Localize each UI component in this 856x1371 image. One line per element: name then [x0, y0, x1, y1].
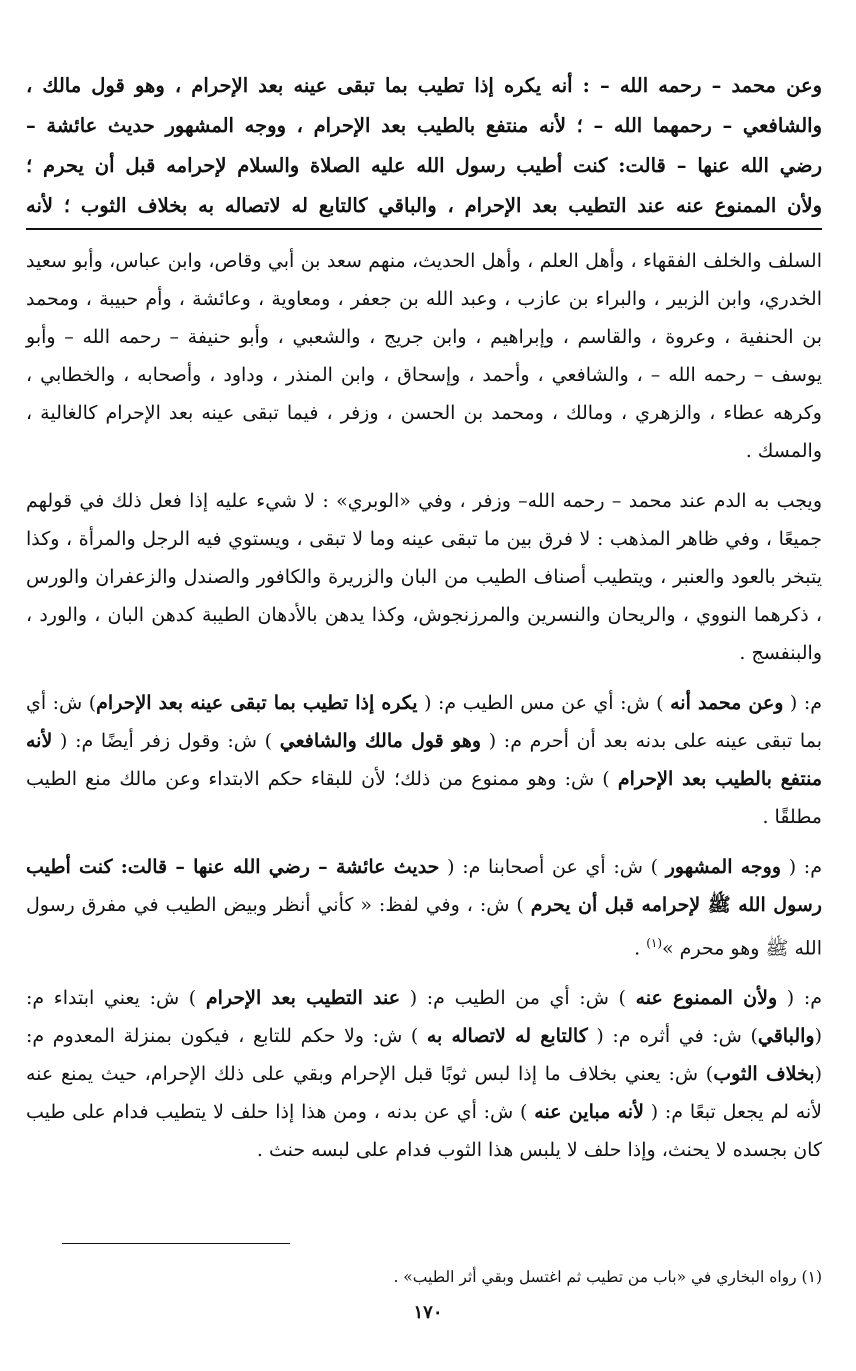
sharh-paragraph-5: م: ( ولأن الممنوع عنه ) ش: أي من الطيب م: ( عند التطيب بعد الإحرام ) ش: يعني ابتداء م: (والباقي) ش: في أثره م: ( كالتابع له لاتصاله به ) ش: ولا حكم للتابع ، فيكون بمنزلة المعدوم م: (بخلاف الثوب) ش: يعني بخلاف ما إذا لبس ثوبًا قبل الإحرام وبقي على ذلك الإحرام، حيث يمنع عنه لأنه لم يجعل تبعًا م: ( لأنه مباين عنه ) ش: أي عن بدنه ، ومن هذا إذا حلف لا يتطيب فدام على طيب كان بجسده لا يحنث، وإذا حلف لا يلبس هذا الثوب فدام على لبسه حنث . [26, 987, 823, 1162]
matn-line: رضي الله عنها – قالت: كنت أطيب رسول الله عليه الصلاة والسلام لإحرامه قبل أن يحرم ؛ [26, 154, 822, 177]
footnote: (١) رواه البخاري في «باب من تطيب ثم اغتسل وبقي أثر الطيب» . [393, 1268, 822, 1286]
footnote-divider [62, 1243, 290, 1244]
matn-line: ولأن الممنوع عنه عند التطيب بعد الإحرام ، والباقي كالتابع له لاتصاله به بخلاف الثوب ؛ لأنه [26, 194, 822, 217]
quoted-matn: لأنه منتفع بالطيب بعد الإحرام [26, 730, 822, 790]
sharh-paragraph-1: السلف والخلف الفقهاء ، وأهل العلم ، وأهل الحديث، منهم سعد بن أبي وقاص، وابن عباس، وأبو سعيد الخدري، وابن الزبير ، والبراء بن عازب ، وعبد الله بن جعفر ، ومعاوية ، وعائشة ، وأم حبيبة ، ومحمد بن الحنفية ، وعروة ، والقاسم ، وإبراهيم ، وابن جريج ، والشعبي ، وأبو حنيفة – رحمه الله – وأبو يوسف – رحمه الله – ، والشافعي ، وأحمد ، وإسحاق ، وابن المنذر ، وداود ، وأصحابه ، والخطابي ، وكرهه عطاء ، والزهري ، ومالك ، ومحمد بن الحسن ، وزفر ، فيما تبقى عينه بعد الإحرام كالغالية ، والمسك . [26, 250, 822, 462]
footnote-marker[interactable]: (١) [646, 936, 663, 950]
sharh-paragraph-2: ويجب به الدم عند محمد – رحمه الله– وزفر ، وفي «الوبري» : لا شيء عليه إذا فعل ذلك في قولهم جميعًا ، وفي ظاهر المذهب : لا فرق بين ما تبقى عينه وما لا تبقى ، ويستوي فيه الرجل والمرأة ، وكذا يتبخر بالعود والعنبر ، ويتطيب أصناف الطيب من البان والزريرة والكافور والصندل والزعفران والورس ، ذكرهما النووي ، والريحان والنسرين والمرزنجوش، وكذا يدهن بالأدهان الطيبة كدهن البان ، والورد ، والبنفسج . [26, 490, 822, 664]
quoted-matn: ولأن الممنوع عنه [635, 987, 778, 1010]
quoted-matn: حديث عائشة – رضي الله عنها – قالت: كنت أطيب رسول الله ﷺ لإحرامه قبل أن يحرم [26, 856, 822, 916]
quoted-matn: يكره إذا تطيب بما تبقى عينه بعد الإحرام [96, 692, 418, 714]
quoted-matn: عند التطيب بعد الإحرام [205, 987, 401, 1010]
matn-block [26, 66, 822, 226]
quoted-matn: ووجه المشهور [665, 856, 782, 878]
sharh-paragraph-3: م: ( وعن محمد أنه ) ش: أي عن مس الطيب م: ( يكره إذا تطيب بما تبقى عينه بعد الإحرام) ش: أي بما تبقى عينه على بدنه بعد أن أحرم م: ( وهو قول مالك والشافعي ) ش: وقول زفر أيضًا م: ( لأنه منتفع بالطيب بعد الإحرام ) ش: وهو ممنوع من ذلك؛ لأن للبقاء حكم الابتداء وعن مالك منع الطيب مطلقًا . [26, 692, 822, 828]
quoted-matn: كالتابع له لاتصاله به [426, 1025, 588, 1048]
page-number: ١٧٠ [413, 1302, 443, 1323]
quoted-matn: وعن محمد أنه [670, 692, 784, 714]
quoted-matn: وهو قول مالك والشافعي [279, 730, 482, 752]
quoted-matn: لأنه مباين عنه [534, 1101, 644, 1124]
matn-line: وعن محمد – رحمه الله – : أنه يكره إذا تطيب بما تبقى عينه بعد الإحرام ، وهو قول مالك ، [26, 74, 822, 97]
matn-line: والشافعي – رحمهما الله – ؛ لأنه منتفع بالطيب بعد الإحرام ، ووجه المشهور حديث عائشة – [26, 114, 822, 137]
quoted-matn: والباقي [757, 1025, 815, 1048]
sharh-paragraph-4: م: ( ووجه المشهور ) ش: أي عن أصحابنا م: ( حديث عائشة – رضي الله عنها – قالت: كنت أطيب رسول الله ﷺ لإحرامه قبل أن يحرم ) ش: ، وفي لفظ: « كأني أنظر وبيض الطيب في مفرق رسول الله ﷺ وهو محرم »$^{(١)}$ . [26, 856, 822, 960]
quoted-matn: بخلاف الثوب [713, 1063, 815, 1086]
